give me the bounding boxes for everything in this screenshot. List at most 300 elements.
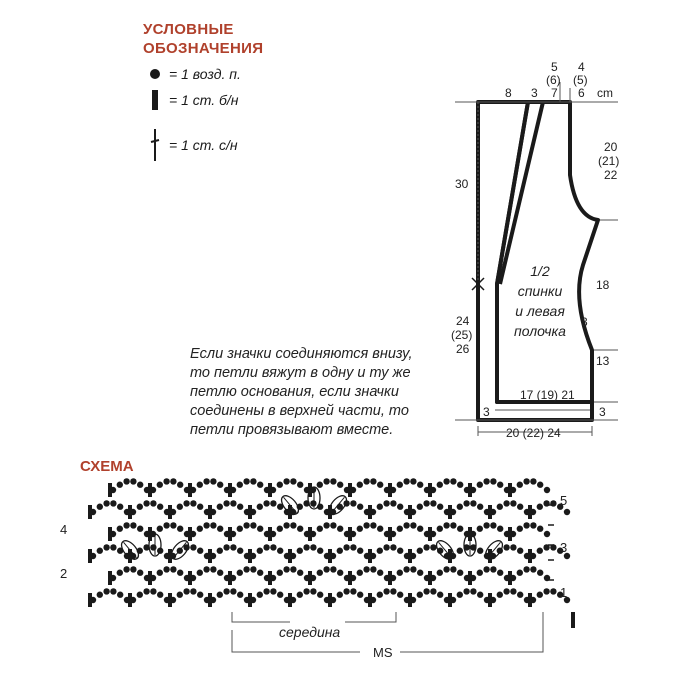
chain-stitch [523, 478, 529, 484]
pattern-label-line2: спинки [517, 283, 563, 299]
chain-stitch [143, 500, 149, 506]
chain-stitch [544, 531, 550, 537]
chain-stitch [430, 500, 436, 506]
chain-stitch [490, 522, 496, 528]
single-crochet-stitch [188, 527, 192, 541]
chain-stitch [544, 487, 550, 493]
chain-stitch [357, 570, 363, 576]
chain-stitch [470, 500, 476, 506]
chain-stitch [237, 570, 243, 576]
chain-stitch [237, 548, 243, 554]
chain-stitch [257, 526, 263, 532]
chain-stitch [330, 566, 336, 572]
single-crochet-stitch [188, 483, 192, 497]
chain-stitch [343, 588, 349, 594]
chain-stitch [437, 504, 443, 510]
chain-stitch [217, 570, 223, 576]
chain-stitch [157, 526, 163, 532]
pattern-label-line3: и левая [515, 303, 565, 319]
chain-stitch [110, 544, 116, 550]
single-crochet-stitch [508, 527, 512, 541]
chain-stitch [490, 478, 496, 484]
chain-stitch [410, 478, 416, 484]
single-crochet-stitch [488, 593, 492, 607]
chain-stitch [283, 522, 289, 528]
chain-stitch [163, 566, 169, 572]
chain-stitch [564, 509, 570, 515]
chain-stitch [357, 482, 363, 488]
chain-stitch [123, 522, 129, 528]
chain-stitch [483, 478, 489, 484]
single-crochet-stitch [88, 549, 92, 563]
chain-stitch [130, 478, 136, 484]
single-crochet-stitch [528, 549, 532, 563]
dim-left-upper: 30 [455, 177, 469, 191]
chain-stitch [503, 544, 509, 550]
dim-side: 18 [596, 278, 610, 292]
chain-stitch [350, 588, 356, 594]
note-line-2: то петли вяжут в одну и ту же [190, 365, 411, 381]
dim-hem-right: 3 [599, 405, 606, 419]
chain-stitch [537, 504, 543, 510]
single-crochet-stitch [408, 505, 412, 519]
single-crochet-stitch [368, 505, 372, 519]
single-crochet-stitch [248, 593, 252, 607]
chain-stitch [117, 526, 123, 532]
dim-left-lower1: 24 [456, 314, 470, 328]
single-crochet-stitch [388, 527, 392, 541]
chain-stitch [190, 588, 196, 594]
chain-stitch [450, 478, 456, 484]
single-crochet-stitch [368, 593, 372, 607]
chain-stitch [477, 504, 483, 510]
chain-stitch [457, 570, 463, 576]
chain-stitch [237, 504, 243, 510]
chain-stitch [223, 544, 229, 550]
chain-stitch [237, 482, 243, 488]
chain-stitch [270, 588, 276, 594]
chain-stitch [197, 504, 203, 510]
chain-stitch [217, 482, 223, 488]
single-crochet-stitch [308, 571, 312, 585]
chain-stitch [283, 478, 289, 484]
cluster-stitch-stem [174, 542, 187, 557]
legend-title-line2: ОБОЗНАЧЕНИЯ [143, 40, 264, 57]
chain-stitch [423, 588, 429, 594]
chain-stitch [517, 592, 523, 598]
chain-stitch [363, 478, 369, 484]
single-crochet-stitch [468, 483, 472, 497]
chain-stitch [330, 522, 336, 528]
chain-stitch [117, 592, 123, 598]
chain-stitch [537, 570, 543, 576]
chain-stitch [217, 526, 223, 532]
chain-stitch [103, 544, 109, 550]
chain-stitch [430, 588, 436, 594]
chain-stitch [103, 500, 109, 506]
chain-stitch [157, 482, 163, 488]
chain-stitch [417, 504, 423, 510]
pattern-outline [478, 102, 598, 420]
chain-stitch [257, 570, 263, 576]
single-crochet-stitch [108, 483, 112, 497]
chain-stitch [137, 570, 143, 576]
chain-stitch [97, 548, 103, 554]
legend-text-chain: = 1 возд. п. [169, 66, 241, 82]
chain-stitch [277, 592, 283, 598]
chain-stitch [310, 500, 316, 506]
single-crochet-stitch [428, 483, 432, 497]
single-crochet-stitch [268, 527, 272, 541]
chain-stitch [497, 526, 503, 532]
dim-bottom-outer: 20 (22) 24 [506, 426, 561, 440]
chain-stitch [263, 588, 269, 594]
single-crochet-stitch [368, 549, 372, 563]
single-crochet-stitch [268, 483, 272, 497]
chain-stitch [277, 570, 283, 576]
chain-stitch [157, 592, 163, 598]
center-label: середина [279, 624, 341, 640]
single-crochet-stitch [428, 571, 432, 585]
chain-stitch [543, 588, 549, 594]
chain-stitch [483, 522, 489, 528]
chain-stitch [203, 478, 209, 484]
chain-stitch [483, 566, 489, 572]
chain-stitch [370, 566, 376, 572]
chain-stitch [97, 504, 103, 510]
chain-stitch [410, 522, 416, 528]
chain-stitch [477, 548, 483, 554]
chain-stitch [510, 500, 516, 506]
single-crochet-stitch [488, 505, 492, 519]
chain-stitch [497, 592, 503, 598]
chain-stitch [403, 566, 409, 572]
single-crochet-stitch [248, 505, 252, 519]
chain-stitch [517, 570, 523, 576]
chain-stitch [117, 482, 123, 488]
note-line-5: петли провязывают вместе. [190, 422, 394, 438]
chain-stitch [363, 566, 369, 572]
chain-stitch [277, 482, 283, 488]
chain-stitch [497, 482, 503, 488]
dim-col4b: (5) [573, 73, 588, 87]
single-crochet-stitch [88, 593, 92, 607]
single-crochet-stitch [148, 571, 152, 585]
chain-stitch [170, 478, 176, 484]
chain-stitch [450, 522, 456, 528]
chain-stitch [437, 592, 443, 598]
chain-stitch [270, 544, 276, 550]
single-crochet-stitch [268, 571, 272, 585]
dim-hem-left: 3 [483, 405, 490, 419]
chain-stitch [150, 588, 156, 594]
chain-stitch [457, 548, 463, 554]
chain-stitch [370, 522, 376, 528]
single-crochet-stitch [508, 483, 512, 497]
chain-stitch [163, 478, 169, 484]
chain-stitch [190, 500, 196, 506]
chain-stitch [257, 548, 263, 554]
chain-stitch [197, 548, 203, 554]
chain-stitch [350, 544, 356, 550]
chain-stitch [297, 526, 303, 532]
chain-stitch [210, 478, 216, 484]
dim-top-left: 8 [505, 86, 512, 100]
single-crochet-stitch [188, 571, 192, 585]
chain-stitch [230, 544, 236, 550]
chain-stitch [290, 478, 296, 484]
chain-stitch [310, 544, 316, 550]
chain-stitch [417, 526, 423, 532]
chain-stitch [290, 522, 296, 528]
chain-stitch [383, 500, 389, 506]
single-crochet-stitch [308, 527, 312, 541]
chain-stitch [537, 592, 543, 598]
chain-stitch [257, 504, 263, 510]
dim-top-mid: 3 [531, 86, 538, 100]
single-crochet-stitch [228, 483, 232, 497]
instruction-note [190, 345, 440, 440]
note-line-1: Если значки соединяются внизу, [190, 346, 413, 362]
chain-stitch [217, 548, 223, 554]
chain-stitch [250, 566, 256, 572]
chain-stitch [357, 526, 363, 532]
chain-stitch [457, 526, 463, 532]
chain-stitch [177, 570, 183, 576]
schema-title: СХЕМА [80, 458, 134, 475]
chain-stitch [223, 588, 229, 594]
single-crochet-stitch [448, 505, 452, 519]
chain-stitch [377, 482, 383, 488]
chain-stitch [237, 592, 243, 598]
chain-stitch [457, 592, 463, 598]
chain-stitch [463, 500, 469, 506]
dim-armhole1: 20 [604, 140, 618, 154]
chain-stitch [417, 548, 423, 554]
chain-stitch [137, 504, 143, 510]
chain-stitch [197, 570, 203, 576]
chain-stitch [397, 526, 403, 532]
chain-stitch [390, 500, 396, 506]
chain-stitch [403, 522, 409, 528]
repeat-label: MS [373, 645, 393, 660]
chain-stitch [357, 548, 363, 554]
note-line-3: петлю основания, если значки [190, 384, 399, 400]
single-crochet-stitch [288, 549, 292, 563]
chain-stitch [370, 478, 376, 484]
single-crochet-stitch [508, 571, 512, 585]
schema-row-5: 5 [560, 493, 568, 508]
chain-stitch [137, 482, 143, 488]
chain-stitch [337, 482, 343, 488]
chain-stitch [237, 526, 243, 532]
chain-stitch [117, 504, 123, 510]
pattern-body [497, 102, 598, 402]
chain-stitch [323, 566, 329, 572]
chain-stitch [103, 588, 109, 594]
chain-stitch [243, 566, 249, 572]
single-crochet-stitch [328, 549, 332, 563]
dim-unit: cm [597, 86, 613, 100]
chain-stitch [357, 592, 363, 598]
chain-stitch [517, 482, 523, 488]
chain-stitch [530, 522, 536, 528]
chain-stitch [317, 526, 323, 532]
chain-stitch [337, 526, 343, 532]
chain-stitch [290, 566, 296, 572]
single-crochet-stitch [208, 593, 212, 607]
chain-stitch [423, 544, 429, 550]
schema-row-4: 4 [60, 522, 68, 537]
chain-stitch [183, 588, 189, 594]
chain-stitch [323, 522, 329, 528]
chain-stitch [230, 588, 236, 594]
chain-stitch [497, 504, 503, 510]
chain-stitch [510, 544, 516, 550]
chain-stitch [283, 566, 289, 572]
schema-row-2: 2 [60, 566, 68, 581]
chain-stitch [317, 570, 323, 576]
single-crochet-stitch [168, 505, 172, 519]
chain-stitch [403, 478, 409, 484]
single-crochet-stitch [128, 505, 132, 519]
chain-stitch [190, 544, 196, 550]
chain-stitch [503, 588, 509, 594]
chain-stitch [377, 526, 383, 532]
single-crochet-stitch [328, 593, 332, 607]
chain-stitch [197, 526, 203, 532]
chain-stitch [263, 544, 269, 550]
chain-stitch [177, 592, 183, 598]
chain-stitch [537, 482, 543, 488]
chain-stitch [443, 566, 449, 572]
chain-stitch [263, 500, 269, 506]
chain-stitch [490, 566, 496, 572]
chain-stitch [463, 588, 469, 594]
dim-col4c: 6 [578, 86, 585, 100]
chain-stitch [357, 504, 363, 510]
chain-stitch [443, 522, 449, 528]
chain-stitch [337, 570, 343, 576]
chain-stitch [517, 526, 523, 532]
chain-stitch [537, 548, 543, 554]
chain-stitch [503, 500, 509, 506]
chain-stitch [417, 482, 423, 488]
chain-stitch [397, 570, 403, 576]
chain-stitch [450, 566, 456, 572]
chain-stitch [477, 526, 483, 532]
chain-stitch [137, 592, 143, 598]
chain-stitch [317, 548, 323, 554]
dim-armhole2: (21) [598, 154, 620, 168]
chain-stitch [150, 544, 156, 550]
single-crochet-stitch [428, 527, 432, 541]
chain-stitch [123, 566, 129, 572]
legend-text-dc: = 1 ст. с/н [169, 137, 238, 153]
chain-stitch [170, 522, 176, 528]
chain-stitch [163, 522, 169, 528]
chain-stitch [477, 482, 483, 488]
chain-stitch [383, 544, 389, 550]
single-crochet-stitch [348, 527, 352, 541]
chain-stitch [217, 504, 223, 510]
chain-stitch [337, 548, 343, 554]
chain-stitch [297, 548, 303, 554]
chain-stitch [523, 566, 529, 572]
chain-stitch [203, 522, 209, 528]
chain-stitch [350, 500, 356, 506]
chain-stitch [170, 566, 176, 572]
dim-col5b: (6) [546, 73, 561, 87]
chain-stitch [223, 500, 229, 506]
dim-col5c: 7 [551, 86, 558, 100]
chain-stitch [177, 504, 183, 510]
single-crochet-stitch [448, 593, 452, 607]
dim-lower: 13 [596, 354, 610, 368]
single-crochet-stitch [348, 571, 352, 585]
chain-stitch [397, 592, 403, 598]
single-crochet-stitch [288, 593, 292, 607]
chain-stitch [270, 500, 276, 506]
chain-stitch [130, 566, 136, 572]
dim-bottom-inner: 17 (19) 21 [520, 388, 575, 402]
chain-stitch [377, 570, 383, 576]
single-crochet-stitch [388, 483, 392, 497]
dim-col5: 5 [551, 60, 558, 74]
chain-stitch [203, 566, 209, 572]
chain-stitch [377, 548, 383, 554]
single-crochet-stitch [248, 549, 252, 563]
pattern-label-line1: 1/2 [530, 263, 550, 279]
chain-stitch [317, 482, 323, 488]
single-crochet-stitch [348, 483, 352, 497]
dim-left-lower2: (25) [451, 328, 473, 342]
chain-stitch [550, 588, 556, 594]
chain-stitch [197, 592, 203, 598]
single-crochet-stitch [528, 593, 532, 607]
chain-stitch [530, 566, 536, 572]
chain-stitch [97, 592, 103, 598]
chain-stitch [250, 478, 256, 484]
single-crochet-stitch [88, 505, 92, 519]
chain-stitch [397, 504, 403, 510]
chain-stitch [430, 544, 436, 550]
chain-stitch [157, 504, 163, 510]
chain-stitch [470, 588, 476, 594]
chain-stitch [390, 588, 396, 594]
chain-stitch [423, 500, 429, 506]
sc-mark-icon [571, 612, 575, 628]
schema-chart [88, 478, 570, 607]
chain-stitch [383, 588, 389, 594]
single-crochet-stitch [228, 571, 232, 585]
chain-stitch [363, 522, 369, 528]
chain-stitch [110, 500, 116, 506]
chain-stitch [337, 592, 343, 598]
chain-stitch [417, 570, 423, 576]
single-crochet-stitch [228, 527, 232, 541]
chain-stitch [197, 482, 203, 488]
schema-row-1: 1 [560, 585, 568, 600]
chain-stitch [477, 592, 483, 598]
dim-col4: 4 [578, 60, 585, 74]
single-crochet-stitch [208, 549, 212, 563]
single-crochet-stitch [208, 505, 212, 519]
schema-row-3: 3 [560, 540, 568, 555]
single-crochet-stitch [148, 483, 152, 497]
chain-stitch [397, 482, 403, 488]
single-crochet-stitch [108, 571, 112, 585]
